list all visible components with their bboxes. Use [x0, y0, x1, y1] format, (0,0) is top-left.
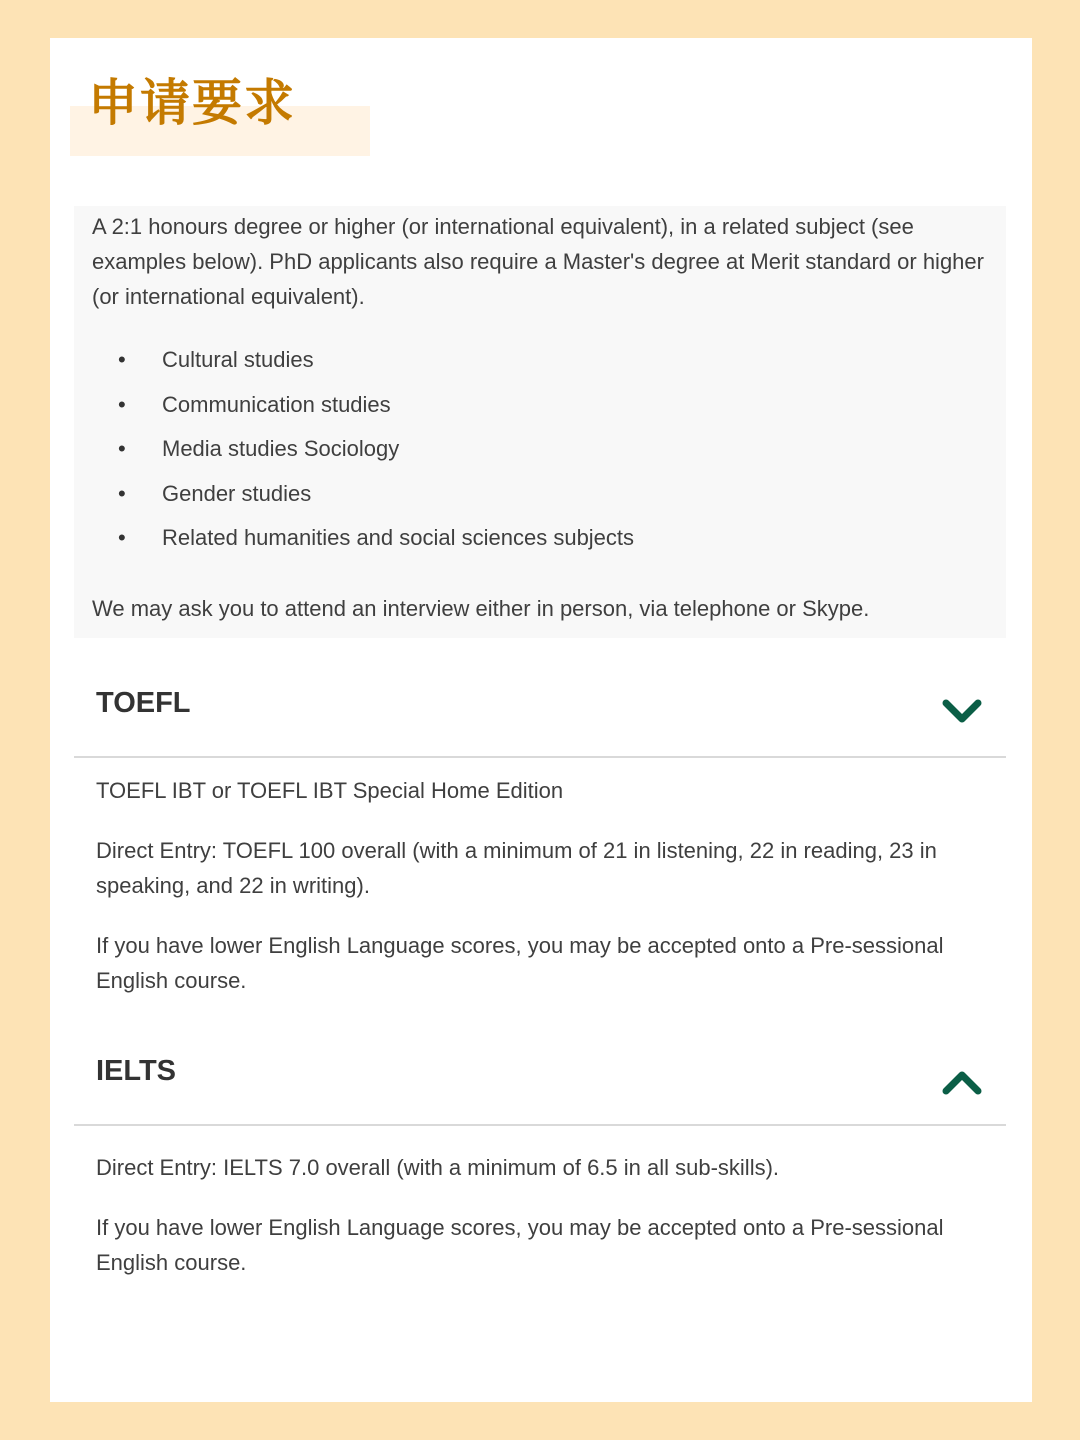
list-item: [74, 383, 974, 428]
ielts-title: IELTS: [96, 1055, 177, 1087]
list-item: [74, 516, 974, 561]
toefl-paragraph: TOEFL IBT or TOEFL IBT Special Home Edition: [96, 778, 564, 803]
page-title: 申请要求: [88, 74, 296, 132]
bullet-icon: •: [118, 347, 126, 372]
ielts-accordion-header[interactable]: [74, 1016, 1006, 1126]
bullet-icon: •: [118, 436, 126, 461]
ielts-paragraph: Direct Entry: IELTS 7.0 overall (with a minimum of 6.5 in all sub-skills).: [96, 1155, 780, 1180]
bullet-icon: •: [118, 391, 126, 417]
list-item: [74, 472, 974, 517]
list-item: [74, 427, 974, 472]
content-card: [50, 38, 1032, 1402]
ielts-paragraph: If you have lower English Language scores, you may be accepted onto a Pre-sessional English course.: [96, 1215, 944, 1275]
toefl-accordion-header[interactable]: [74, 648, 1006, 758]
bullet-icon: •: [118, 525, 126, 550]
toefl-title: TOEFL: [96, 687, 191, 719]
subject-label: Cultural studies: [162, 347, 314, 372]
toefl-paragraph: If you have lower English Language scores, you may be accepted onto a Pre-sessional English course.: [96, 933, 944, 993]
chevron-down-icon[interactable]: [940, 690, 984, 734]
subject-label: Communication studies: [162, 391, 391, 417]
toefl-paragraph: Direct Entry: TOEFL 100 overall (with a minimum of 21 in listening, 22 in reading, 23 in speaking, and 22 in writing).: [96, 838, 937, 898]
interview-note: We may ask you to attend an interview either in person, via telephone or Skype.: [92, 596, 870, 621]
subject-label: Gender studies: [162, 480, 312, 506]
subject-list: [74, 338, 974, 561]
requirements-box: [74, 206, 1006, 638]
bullet-icon: •: [118, 480, 126, 506]
list-item: [74, 338, 974, 383]
subject-label: Related humanities and social sciences subjects: [162, 525, 635, 550]
subject-label: Media studies Sociology: [162, 436, 400, 461]
requirements-intro: A 2:1 honours degree or higher (or international equivalent), in a related subject (see examples below). PhD applicants also require a Master's degree at Merit standard or higher (or international equivalent).: [92, 214, 984, 309]
chevron-up-icon[interactable]: [940, 1060, 984, 1104]
